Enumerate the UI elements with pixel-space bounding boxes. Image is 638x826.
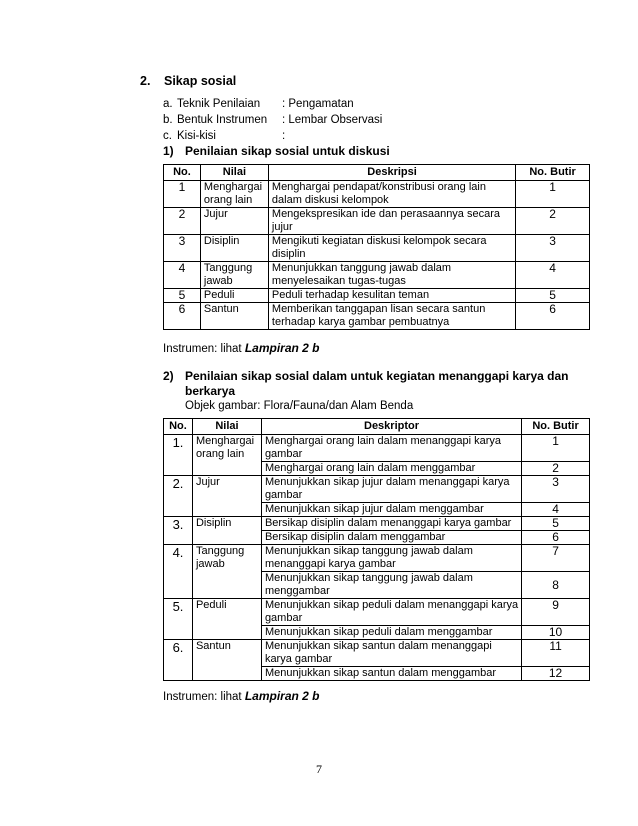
cell-deskripsi: Menghargai pendapat/konstribusi orang lain dalam diskusi kelompok (268, 181, 515, 208)
cell-deskriptor: Menunjukkan sikap jujur dalam menggambar (261, 503, 521, 517)
header-nilai: Nilai (192, 419, 261, 435)
cell-nilai: Tanggung jawab (192, 545, 261, 599)
cell-deskripsi: Mengekspresikan ide dan perasaannya secara jujur (268, 208, 515, 235)
instrument-prefix: Instrumen: lihat (163, 343, 242, 355)
cell-butir: 11 (522, 640, 590, 667)
cell-butir: 3 (516, 235, 590, 262)
instrument-note-2 (163, 689, 320, 703)
instrument-note-1 (163, 341, 320, 355)
cell-nilai: Santun (192, 640, 261, 681)
appendix-reference: Lampiran 2 b (244, 341, 320, 355)
instrument-prefix: Instrumen: lihat (163, 691, 242, 703)
cell-butir: 3 (522, 476, 590, 503)
assessment-meta (163, 96, 382, 144)
cell-butir: 2 (522, 462, 590, 476)
meta-value: : (282, 130, 286, 142)
cell-deskriptor: Menunjukkan sikap santun dalam menanggapi karya gambar (261, 640, 521, 667)
cell-deskripsi: Menunjukkan tanggung jawab dalam menyelesaikan tugas-tugas (268, 262, 515, 289)
cell-no: 4 (164, 262, 201, 289)
subsection-number: 2) (163, 369, 174, 383)
table-row (164, 289, 590, 303)
meta-letter: a. (163, 98, 173, 110)
cell-butir: 8 (522, 572, 590, 599)
cell-no: 3. (164, 517, 193, 545)
cell-butir: 4 (516, 262, 590, 289)
cell-nilai: Disiplin (200, 235, 268, 262)
subsection-title: Penilaian sikap sosial dalam untuk kegiatan menanggapi karya dan berkarya (185, 369, 569, 398)
cell-nilai: Disiplin (192, 517, 261, 545)
table-row (164, 599, 590, 626)
cell-butir: 1 (522, 435, 590, 462)
header-deskripsi: Deskripsi (268, 165, 515, 181)
meta-row (163, 112, 382, 128)
cell-deskriptor: Bersikap disiplin dalam menggambar (261, 531, 521, 545)
cell-no: 4. (164, 545, 193, 599)
cell-no: 3 (164, 235, 201, 262)
meta-row (163, 96, 382, 112)
subsection-heading-1 (163, 144, 585, 159)
cell-butir: 10 (522, 626, 590, 640)
header-no: No. (164, 165, 201, 181)
header-butir: No. Butir (516, 165, 590, 181)
discussion-attitude-table (163, 164, 590, 330)
appendix-reference: Lampiran 2 b (244, 689, 320, 703)
meta-letter: c. (163, 130, 172, 142)
table-row (164, 303, 590, 330)
meta-label: Kisi-kisi (177, 130, 216, 142)
cell-nilai: Santun (200, 303, 268, 330)
header-no: No. (164, 419, 193, 435)
cell-butir: 1 (516, 181, 590, 208)
cell-butir: 4 (522, 503, 590, 517)
header-butir: No. Butir (522, 419, 590, 435)
cell-deskriptor: Menghargai orang lain dalam menanggapi karya gambar (261, 435, 521, 462)
cell-butir: 6 (516, 303, 590, 330)
table-row (164, 517, 590, 531)
artwork-attitude-table (163, 418, 590, 681)
meta-label: Teknik Penilaian (177, 98, 261, 110)
meta-letter: b. (163, 114, 173, 126)
meta-value: : Lembar Observasi (282, 114, 383, 126)
cell-no: 5. (164, 599, 193, 640)
subsection-title: Penilaian sikap sosial untuk diskusi (185, 144, 390, 158)
section-number: 2. (140, 74, 151, 88)
cell-deskripsi: Mengikuti kegiatan diskusi kelompok secara disiplin (268, 235, 515, 262)
cell-deskriptor: Menunjukkan sikap tanggung jawab dalam menanggapi karya gambar (261, 545, 521, 572)
table-row (164, 545, 590, 572)
cell-no: 1. (164, 435, 193, 476)
cell-butir: 7 (522, 545, 590, 572)
cell-nilai: Peduli (192, 599, 261, 640)
meta-row (163, 128, 382, 144)
table-row (164, 262, 590, 289)
cell-deskriptor: Menghargai orang lain dalam menggambar (261, 462, 521, 476)
header-deskriptor: Deskriptor (261, 419, 521, 435)
table-row (164, 476, 590, 503)
table-row (164, 235, 590, 262)
table-header-row (164, 419, 590, 435)
cell-nilai: Jujur (200, 208, 268, 235)
cell-nilai: Peduli (200, 289, 268, 303)
page-number: 7 (316, 762, 322, 776)
cell-deskriptor: Menunjukkan sikap peduli dalam menanggapi karya gambar (261, 599, 521, 626)
table-header-row (164, 165, 590, 181)
cell-no: 5 (164, 289, 201, 303)
cell-butir: 5 (516, 289, 590, 303)
cell-nilai: Tanggung jawab (200, 262, 268, 289)
cell-butir: 9 (522, 599, 590, 626)
subsection-number: 1) (163, 144, 174, 158)
cell-no: 2. (164, 476, 193, 517)
subsection-heading-2 (163, 369, 585, 399)
section-heading (140, 74, 236, 88)
cell-deskriptor: Menunjukkan sikap jujur dalam menanggapi karya gambar (261, 476, 521, 503)
table-row (164, 435, 590, 462)
table-row (164, 640, 590, 667)
meta-label: Bentuk Instrumen (177, 114, 268, 126)
cell-nilai: Jujur (192, 476, 261, 517)
cell-no: 1 (164, 181, 201, 208)
section-title: Sikap sosial (164, 74, 237, 88)
cell-deskripsi: Memberikan tanggapan lisan secara santun terhadap karya gambar pembuatnya (268, 303, 515, 330)
cell-deskriptor: Menunjukkan sikap tanggung jawab dalam menggambar (261, 572, 521, 599)
cell-butir: 2 (516, 208, 590, 235)
cell-butir: 12 (522, 667, 590, 681)
cell-no: 6 (164, 303, 201, 330)
cell-deskripsi: Peduli terhadap kesulitan teman (268, 289, 515, 303)
cell-butir: 5 (522, 517, 590, 531)
cell-deskriptor: Bersikap disiplin dalam menanggapi karya gambar (261, 517, 521, 531)
cell-nilai: Menghargai orang lain (192, 435, 261, 476)
cell-deskriptor: Menunjukkan sikap peduli dalam menggambar (261, 626, 521, 640)
header-nilai: Nilai (200, 165, 268, 181)
table-row (164, 181, 590, 208)
cell-deskriptor: Menunjukkan sikap santun dalam menggambar (261, 667, 521, 681)
drawing-object-note: Objek gambar: Flora/Fauna/dan Alam Benda (185, 400, 414, 412)
cell-nilai: Menghargai orang lain (200, 181, 268, 208)
meta-value: : Pengamatan (282, 98, 354, 110)
cell-butir: 6 (522, 531, 590, 545)
cell-no: 2 (164, 208, 201, 235)
cell-no: 6. (164, 640, 193, 681)
table-row (164, 208, 590, 235)
